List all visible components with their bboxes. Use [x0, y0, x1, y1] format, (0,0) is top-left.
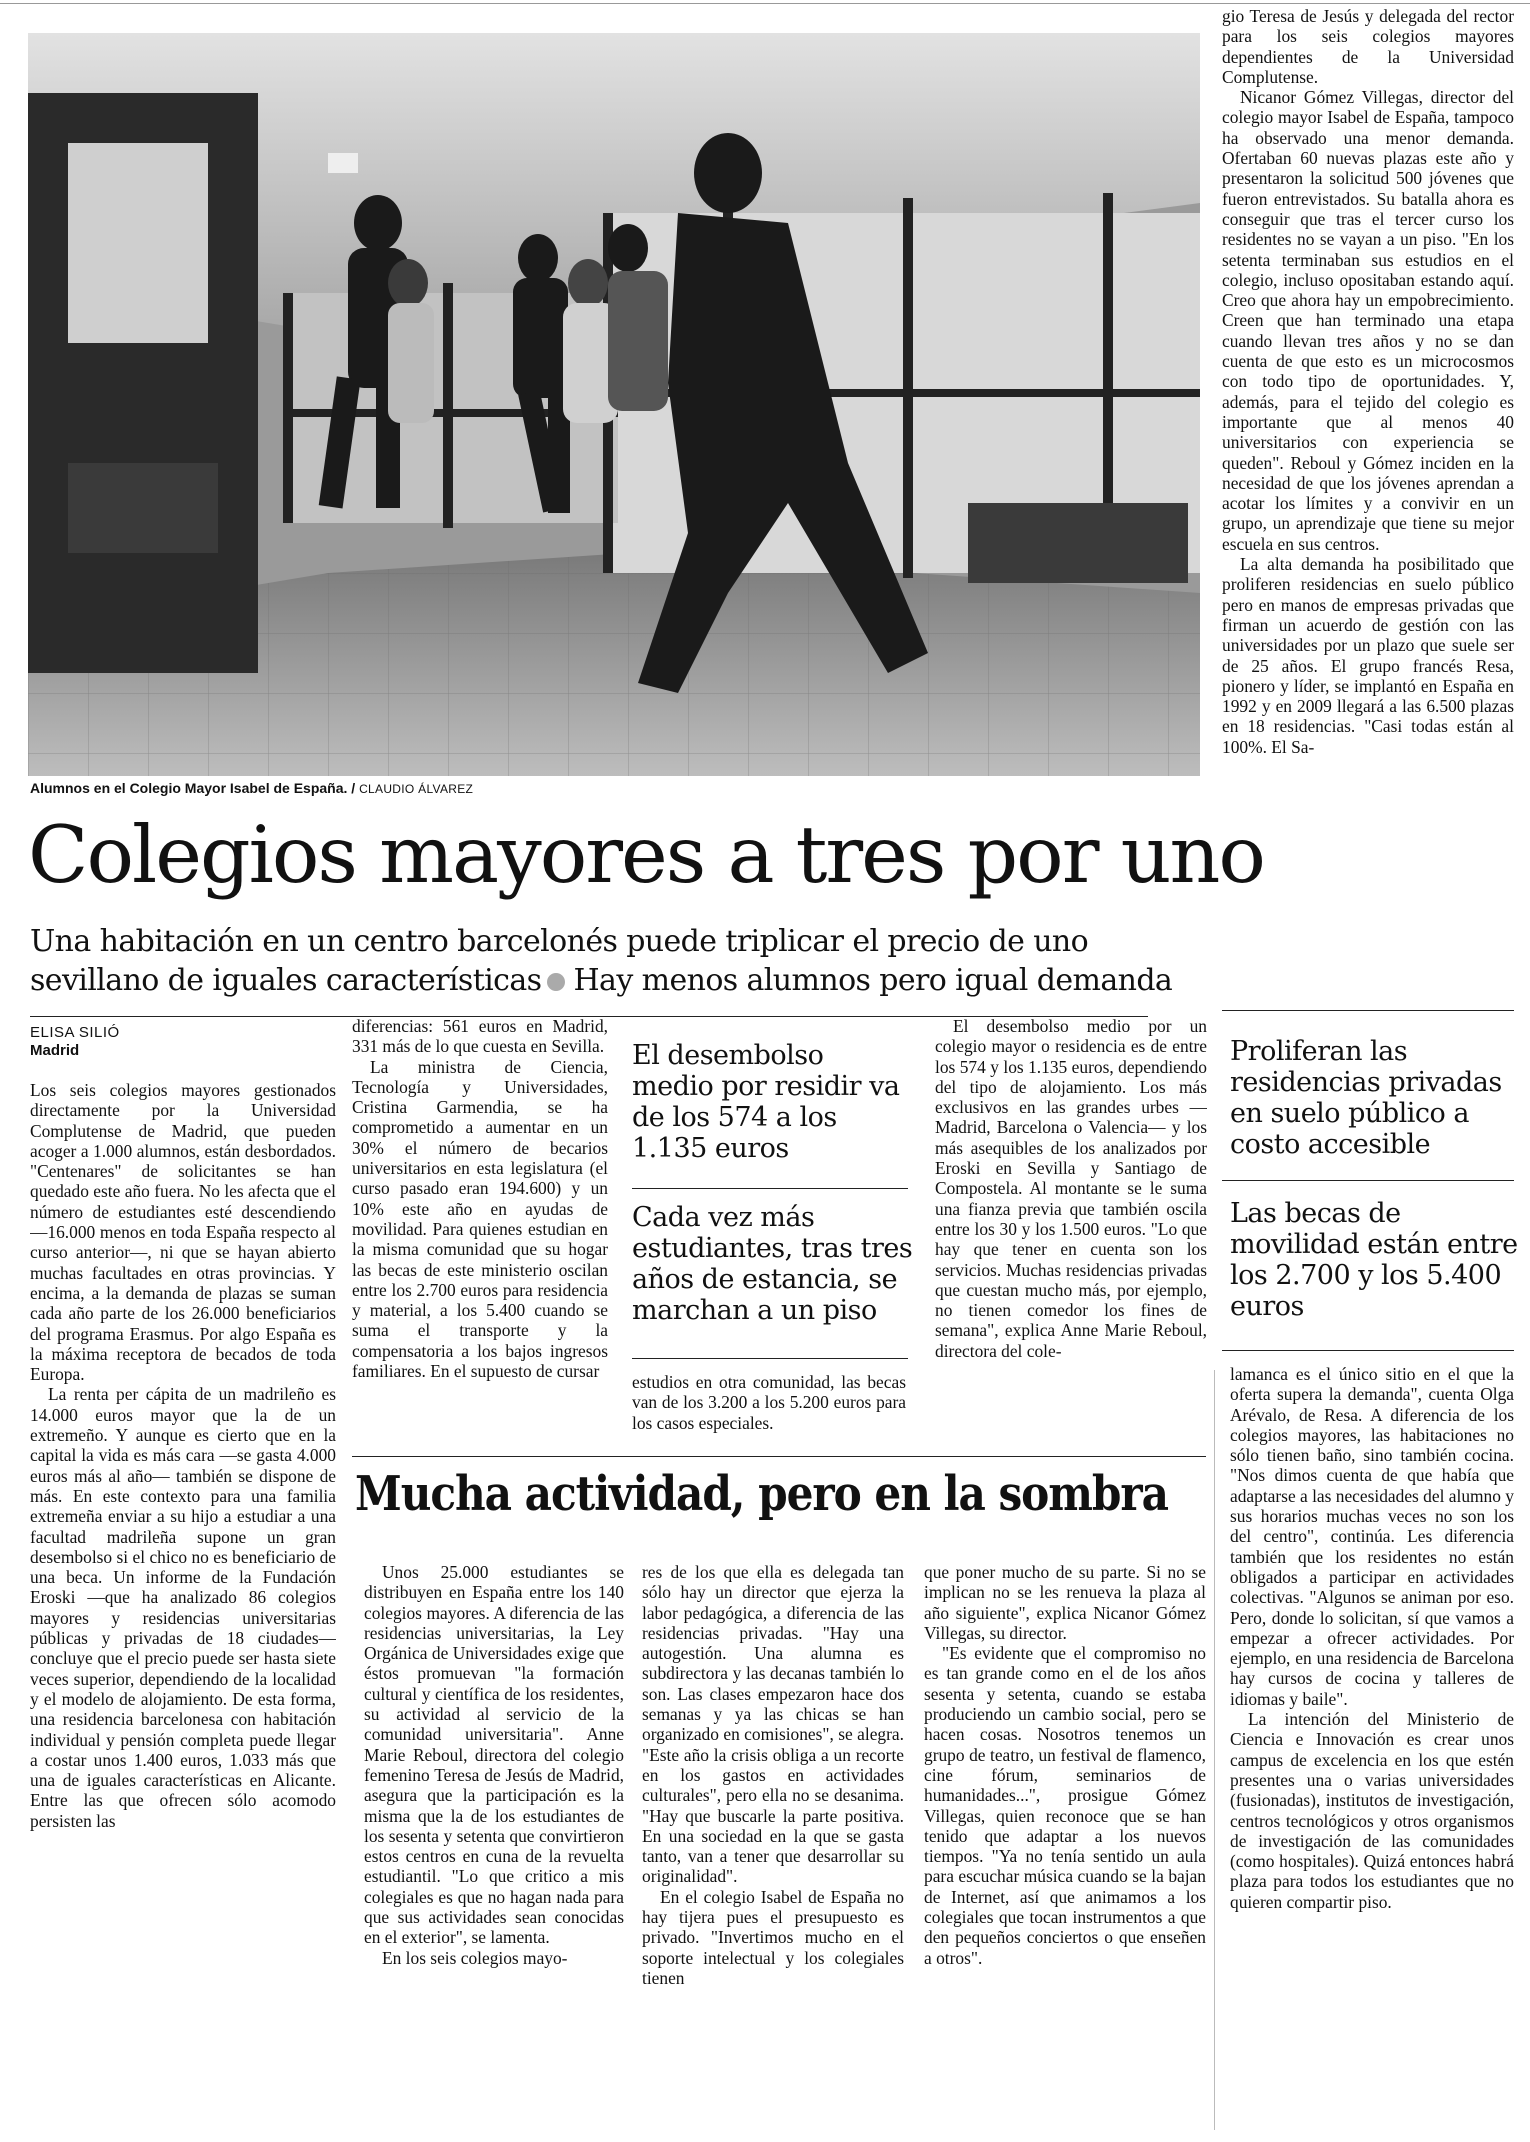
column-divider [1214, 1370, 1215, 2130]
caption-text: Alumnos en el Colegio Mayor Isabel de España. [30, 780, 348, 796]
author-name: ELISA SILIÓ [30, 1024, 120, 1041]
article-column-1 [30, 1080, 336, 2125]
article-column-5-bottom [1230, 1364, 1514, 2134]
article-column-3-bottom [632, 1372, 906, 1438]
paragraph: La renta per cápita de un madrileño es 14.000 euros mayor que la de un extremeño. Y aunque es cierto que en la capital la vida es más cara —se gasta 4.000 euros más al año— también se dispone de más. En este contexto para una familia extremeña enviar a su hijo a estudiar a una facultad madrileña supone un gran desembolso si el chico no es beneficiario de una beca. Un informe de la Fundación Eroski —que ha analizado 86 colegios mayores y residencias universitarias públicas y privadas de 18 ciudades— concluye que el precio puede ser hasta siete veces superior, dependiendo de la localidad y el modelo de alojamiento. De esta forma, una residencia barcelonesa con habitación individual y pensión completa puede llegar a costar unos 1.400 euros, 1.033 más que una de iguales características en Alicante. Entre las que ofrecen sólo acomodo persisten las [30, 1384, 336, 1831]
subhead-part-b: Hay menos alumnos pero igual demanda [573, 963, 1173, 998]
paragraph: La alta demanda ha posibilitado que proliferen residencias en suelo público pero en manos de empresas privadas que firman un acuerdo de gestión con las universidades por un plazo que suele ser de 25 años. El grupo francés Resa, pionero y líder, se implantó en España en 1992 y en 2009 llegará a las 6.500 plazas en 18 residencias. "Casi todas están al 100%. El Sa- [1222, 554, 1514, 757]
pull-quote-rule [632, 1358, 908, 1359]
byline [30, 1024, 120, 1060]
paragraph: diferencias: 561 euros en Madrid, 331 más de lo que cuesta en Sevilla. [352, 1016, 608, 1057]
pull-quote-1: El desembolso medio por residir va de los 574 a los 1.135 euros [632, 1040, 900, 1164]
paragraph: que poner mucho de su parte. Si no se implican no se les renueva la plaza al año siguiente", explica Nicanor Gómez Villegas, su director. [924, 1562, 1206, 1643]
paragraph: En los seis colegios mayo- [382, 1947, 568, 1968]
pull-quote-3: Proliferan las residencias privadas en suelo público a costo accesible [1230, 1036, 1502, 1160]
paragraph: gio Teresa de Jesús y delegada del rector para los seis colegios mayores dependientes de la Universidad Complutense. [1222, 6, 1514, 87]
paragraph: El desembolso medio por un colegio mayor o residencia es de entre los 574 y los 1.135 euros, dependiendo del tipo de alojamiento. Los más exclusivos en las grandes urbes —Madrid, Barcelona o Valencia— y los más asequibles de los analizados por Eroski en Sevilla y Santiago de Compostela. Al montante se le suma una fianza previa que también oscila entre los 30 y los 1.500 euros. "Lo que hay que tener en cuenta son los servicios. Muchas residencias privadas que cuestan mucho más, por ejemplo, no tienen comedor los fines de semana", explica Anne Marie Reboul, directora del cole- [935, 1016, 1207, 1361]
article-column-5-top [1222, 6, 1514, 990]
paragraph: estudios en otra comunidad, las becas van de los 3.200 a los 5.200 euros para los casos especiales. [632, 1372, 906, 1433]
subhead-line-2 [30, 961, 1220, 1000]
paragraph: La ministra de Ciencia, Tecnología y Universidades, Cristina Garmendia, se ha comprometido a aumentar en un 30% el número de becarios universitarios en esta legislatura (el curso pasado eran 194.600) y un 10% este año en ayudas de movilidad. Para quienes estudian en la misma comunidad que su hogar las becas de este ministerio oscilan entre los 2.700 euros para residencia y material, a los 5.400 cuando se suma el transporte y la compensatoria a los bajos ingresos familiares. En el supuesto de cursar [352, 1056, 608, 1382]
article-column-2 [352, 1016, 608, 1440]
sidebar-column-2 [642, 1562, 904, 2117]
sidebar-column-3 [924, 1562, 1206, 2117]
paragraph: Nicanor Gómez Villegas, director del colegio mayor Isabel de España, tampoco ha observado una menor demanda. Ofertaban 60 nuevas plazas este año y presentaron la solicitud 500 jóvenes que fueron entrevistados. Su batalla ahora es conseguir que tras el tercer curso los residentes no se vayan a un piso. "En los setenta terminaban sus estudios en el colegio, incluso opositaban estando aquí. Creo que ahora hay un empobrecimiento. Creen que han terminado una etapa cuando llevan tres años y no se dan cuenta de que esto es un microcosmos con todo tipo de oportunidades. Y, además, para el tejido del colegio es importante que al menos 40 universitarios con experiencia se queden". Reboul y Gómez inciden en la necesidad de que los jóvenes aprendan a acotar los límites y a convivir en un grupo, un aprendizaje que tiene su mejor escuela en sus centros. [1222, 87, 1514, 554]
paragraph: En el colegio Isabel de España no hay tijera pues el presupuesto es privado. "Invertimos mucho en el soporte intelectual y los colegiales tienen [642, 1886, 904, 1988]
dateline-city: Madrid [30, 1042, 80, 1059]
paragraph: La intención del Ministerio de Ciencia e Innovación es crear unos campus de excelencia en los que estén presentes una o varias universidades (fusionadas), institutos de investigación, centros tecnológicos y otros organismos de investigación de las comunidades (como hospitales). Quizá entonces habrá plaza para todos los estudiantes que no quieren compartir piso. [1230, 1709, 1514, 1912]
article-column-4 [935, 1016, 1207, 1440]
pull-quote-2: Cada vez más estudiantes, tras tres años de estancia, se marchan a un piso [632, 1202, 913, 1326]
pull-quote-rule [1222, 1350, 1514, 1351]
paragraph: Unos 25.000 estudiantes se distribuyen en España entre los 140 colegios mayores. A diferencia de las residencias universitarias, la Ley Orgánica de Universidades exige que éstos promuevan "la formación cultural y científica de los residentes, su actividad al servicio de la comunidad universitaria". Anne Marie Reboul, directora del colegio femenino Teresa de Jesús de Madrid, asegura que la participación es la misma que la de los estudiantes de los sesenta y setenta que convirtieron estos centros en cuna de la revuelta estudiantil. "Lo que critico a mis colegiales es que no hagan nada para que sus actividades sean conocidas en el exterior", se lamenta. [364, 1562, 624, 1948]
photo-illustration [28, 33, 1200, 776]
headline: Colegios mayores a tres por uno [28, 809, 1264, 901]
bullet-dot-icon [547, 973, 565, 991]
subhead-part-a: sevillano de iguales características [30, 963, 542, 998]
page-top-rule [0, 3, 1530, 4]
pull-quote-rule [632, 1188, 908, 1189]
article-photo [28, 33, 1200, 776]
paragraph: "Es evidente que el compromiso no es tan grande como en el de los años sesenta y setenta, cuando se estaba produciendo un cambio social, pero se hacen cosas. Nosotros tenemos un grupo de teatro, un festival de flamenco, cine fórum, seminarios de humanidades...", prosigue Gómez Villegas, quien reconoce que se han tenido que adaptar a los nuevos tiempos. "Ya no tenía sentido un aula para escuchar música cuando se la bajan de Internet, así que animamos a los colegiales que tocan instrumentos a que den pequeños conciertos o que enseñen a otros". [924, 1643, 1206, 1968]
pull-quote-rule [1222, 1010, 1514, 1011]
paragraph: lamanca es el único sitio en el que la oferta supera la demanda", cuenta Olga Arévalo, de Resa. A diferencia de los colegios mayores, las habitaciones no sólo tienen baño, sino también cocina. "Nos dimos cuenta de que había que adaptarse a las necesidades del alumno y sus horarios muchas veces no son los del centro", continúa. Les diferencia también que los residentes no están obligados a participar en actividades colectivas. "Algunos se animan por eso. Pero, donde lo solicitan, sí que vamos a empezar a ofrecer actividades. Por ejemplo, en una residencia de Barcelona hay cursos de cocina y talleres de idiomas y baile". [1230, 1364, 1514, 1709]
sidebar-top-rule [352, 1456, 1206, 1457]
subhead-line-1: Una habitación en un centro barcelonés puede triplicar el precio de uno [30, 924, 1089, 959]
sidebar-column-1 [364, 1562, 624, 2117]
sidebar-title: Mucha actividad, pero en la sombra [355, 1466, 1168, 1522]
photo-credit: CLAUDIO ÁLVAREZ [359, 782, 474, 796]
paragraph: res de los que ella es delegada tan sólo hay un director que ejerza la labor pedagógica, a diferencia de las residencias privadas. "Hay una autogestión. Una alumna es subdirectora y las decanas también lo son. Las clases empezaron hace dos semanas y ya las chicas se han organizado en comisiones", se alegra. "Este año la crisis obliga a un recorte en los gastos en actividades culturales", pero ella no se desanima. "Hay que buscarle la parte positiva. En una sociedad en la que se gasta tanto, van a tener que desarrollar su originalidad". [642, 1562, 904, 1887]
paragraph: Los seis colegios mayores gestionados directamente por la Universidad Complutense de Madrid, que pueden acoger a 1.000 alumnos, están desbordados. "Centenares" de solicitantes se han quedado este año fuera. No les afecta que el número de estudiantes esté descendiendo —16.000 menos en toda España respecto al curso anterior—, ni que se hayan abierto muchas facultades en otras provincias. Y encima, a la demanda de plazas se suman cada año parte de los 26.000 beneficiarios del programa Erasmus. Por algo España es la máxima receptora de becados de toda Europa. [30, 1080, 336, 1385]
pull-quote-4: Las becas de movilidad están entre los 2.700 y los 5.400 euros [1230, 1198, 1518, 1322]
pull-quote-rule [1222, 1180, 1514, 1181]
caption-separator: / [347, 780, 360, 796]
subheadline [30, 922, 1220, 1000]
photo-caption [30, 780, 1200, 796]
